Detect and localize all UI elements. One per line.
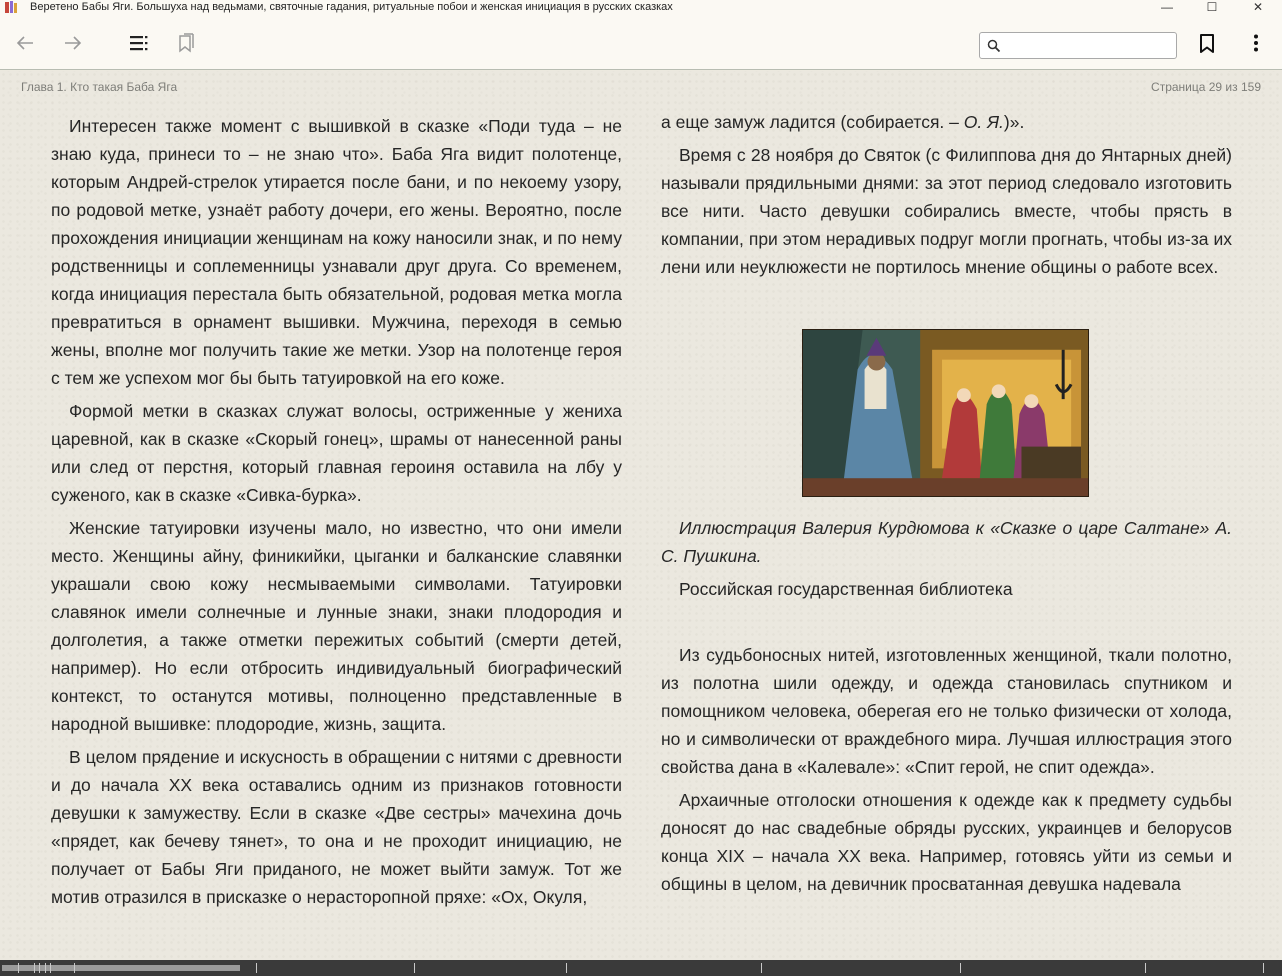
paragraph: Время с 28 ноября до Святок (с Филиппова дня до Янтарных дней) называли прядильными днями: за этот период следовало изготовить все нити. Часто девушки собирались вместе, чтобы прясть в компании, при этом нерадивых подруг могли прогнать, чтобы из-за их лени или неуклюжести не портилось мнение общины о работе всех.	[661, 145, 1232, 277]
illustration-image	[802, 329, 1089, 497]
chapter-tick	[414, 963, 415, 973]
chapter-tick	[1263, 963, 1264, 973]
paragraph-continuation	[661, 108, 1232, 136]
chapter-tick	[39, 963, 40, 973]
continuation-text: а еще замуж ладится (собирается. –	[661, 112, 964, 132]
paragraph: В целом прядение и искусность в обращении с нитями с древности и до начала XX века оставались одним из признаков готовности девушки к замужеству. Если в сказке «Две сестры» мачехина дочь «прядет, как бечеву тянет», то она и не проходит инициацию, не получает от Бабы Яги приданого, не может выйти замуж. Тот же мотив отразился в присказке о нерасторопной пряхе: «Ох, Окуля,	[51, 747, 622, 907]
chapter-tick	[50, 963, 51, 973]
paragraph: Архаичные отголоски отношения к одежде как к предмету судьбы доносят до нас свадебные обряды русских, украинцев и белорусов конца XIX – начала XX века. Например, готовясь уйти из семьи и общины в целом, на девичник просватанная девушка надевала	[661, 790, 1232, 894]
table-of-contents-icon	[128, 32, 150, 54]
paragraph: Формой метки в сказках служат волосы, остриженные у жениха царевной, как в сказке «Скорый гонец», шрамы от нанесенной раны или след от перстня, который главная героиня оставила на лбу у суженого, как в сказке «Сивка-бурка».	[51, 401, 622, 505]
book-page[interactable]	[0, 71, 1282, 960]
chapter-tick	[1145, 963, 1146, 973]
arrow-right-icon	[62, 32, 84, 54]
window-title: Веретено Бабы Яги. Большуха над ведьмами, святочные гадания, ритуальные побои и женская инициация в русских сказках	[30, 1, 673, 13]
chapter-tick	[74, 963, 75, 973]
chapter-tick	[256, 963, 257, 973]
page-indicator: Страница 29 из 159	[1151, 80, 1261, 94]
title-bar	[0, 0, 1282, 16]
chapter-tick	[566, 963, 567, 973]
back-button[interactable]	[12, 30, 38, 56]
maximize-button[interactable]: ☐	[1206, 0, 1218, 14]
search-input[interactable]	[1006, 36, 1171, 55]
forward-button[interactable]	[60, 30, 86, 56]
arrow-left-icon	[14, 32, 36, 54]
table-of-contents-button[interactable]	[126, 30, 152, 56]
reading-progress-scrollbar[interactable]	[0, 960, 1282, 976]
toolbar	[0, 16, 1282, 70]
continuation-end: )».	[1003, 112, 1025, 132]
search-icon	[987, 39, 1001, 53]
chapter-tick	[960, 963, 961, 973]
bookmark-button[interactable]	[1194, 30, 1220, 56]
chapter-tick	[34, 963, 35, 973]
chapter-running-head: Глава 1. Кто такая Баба Яга	[21, 80, 178, 94]
author-initials: О. Я.	[963, 112, 1004, 132]
bookmarks-list-icon	[176, 32, 198, 54]
more-menu-button[interactable]	[1243, 30, 1269, 56]
bookmarks-list-button[interactable]	[174, 30, 200, 56]
text-column-left	[51, 112, 622, 916]
chapter-tick	[18, 963, 19, 973]
chapter-tick	[761, 963, 762, 973]
more-vertical-icon	[1245, 32, 1267, 54]
app-books-icon	[5, 1, 17, 13]
scrollbar-thumb[interactable]	[2, 965, 240, 971]
illustration-caption: Иллюстрация Валерия Курдюмова к «Сказке о царе Салтане» А. С. Пушкина.	[661, 518, 1232, 566]
chapter-tick	[45, 963, 46, 973]
paragraph: Интересен также момент с вышивкой в сказке «Поди туда – не знаю куда, принеси то – не знаю что». Баба Яга видит полотенце, которым Андрей-стрелок утирается после бани, и по некоему узору, по родовой метке, узнаёт работу дочери, его жены. Вероятно, после прохождения инициации женщинам на кожу наносили знак, и по нему родственницы и соплеменницы узнавали друг друга. Со временем, когда инициация перестала быть обязательной, родовая метка могла превратиться в орнамент вышивки. Мужчина, переходя в семью жены, вполне мог получить такие же метки. Узор на полотенце героя с тем же успехом мог бы быть татуировкой на его коже.	[51, 116, 622, 388]
paragraph: Из судьбоносных нитей, изготовленных женщиной, ткали полотно, из полотна шили одежду, и одежда становилась спутником и помощником человека, оберегая его не только физически от холода, но и символически от враждебного мира. Лучшая иллюстрация этого свойства дана в «Калевале»: «Спит герой, не спит одежда».	[661, 645, 1232, 777]
text-column-right	[661, 108, 1232, 903]
search-box[interactable]	[979, 32, 1177, 59]
close-button[interactable]: ✕	[1252, 0, 1264, 14]
bookmark-icon	[1196, 32, 1218, 54]
paragraph: Женские татуировки изучены мало, но известно, что они имели место. Женщины айну, финикийки, цыганки и балканские славянки украшали свою кожу несмываемыми символами. Татуировки славянок имели солнечные и лунные знаки, знаки плодородия и долголетия, а также отметки пережитых событий (смерти детей, например). Но если отбросить индивидуальный биографический контекст, то останутся мотивы, полноценно представленные в народной вышивке: плодородие, жизнь, защита.	[51, 518, 622, 734]
minimize-button[interactable]: —	[1161, 0, 1173, 14]
illustration-credit: Российская государственная библиотека	[679, 579, 1013, 599]
